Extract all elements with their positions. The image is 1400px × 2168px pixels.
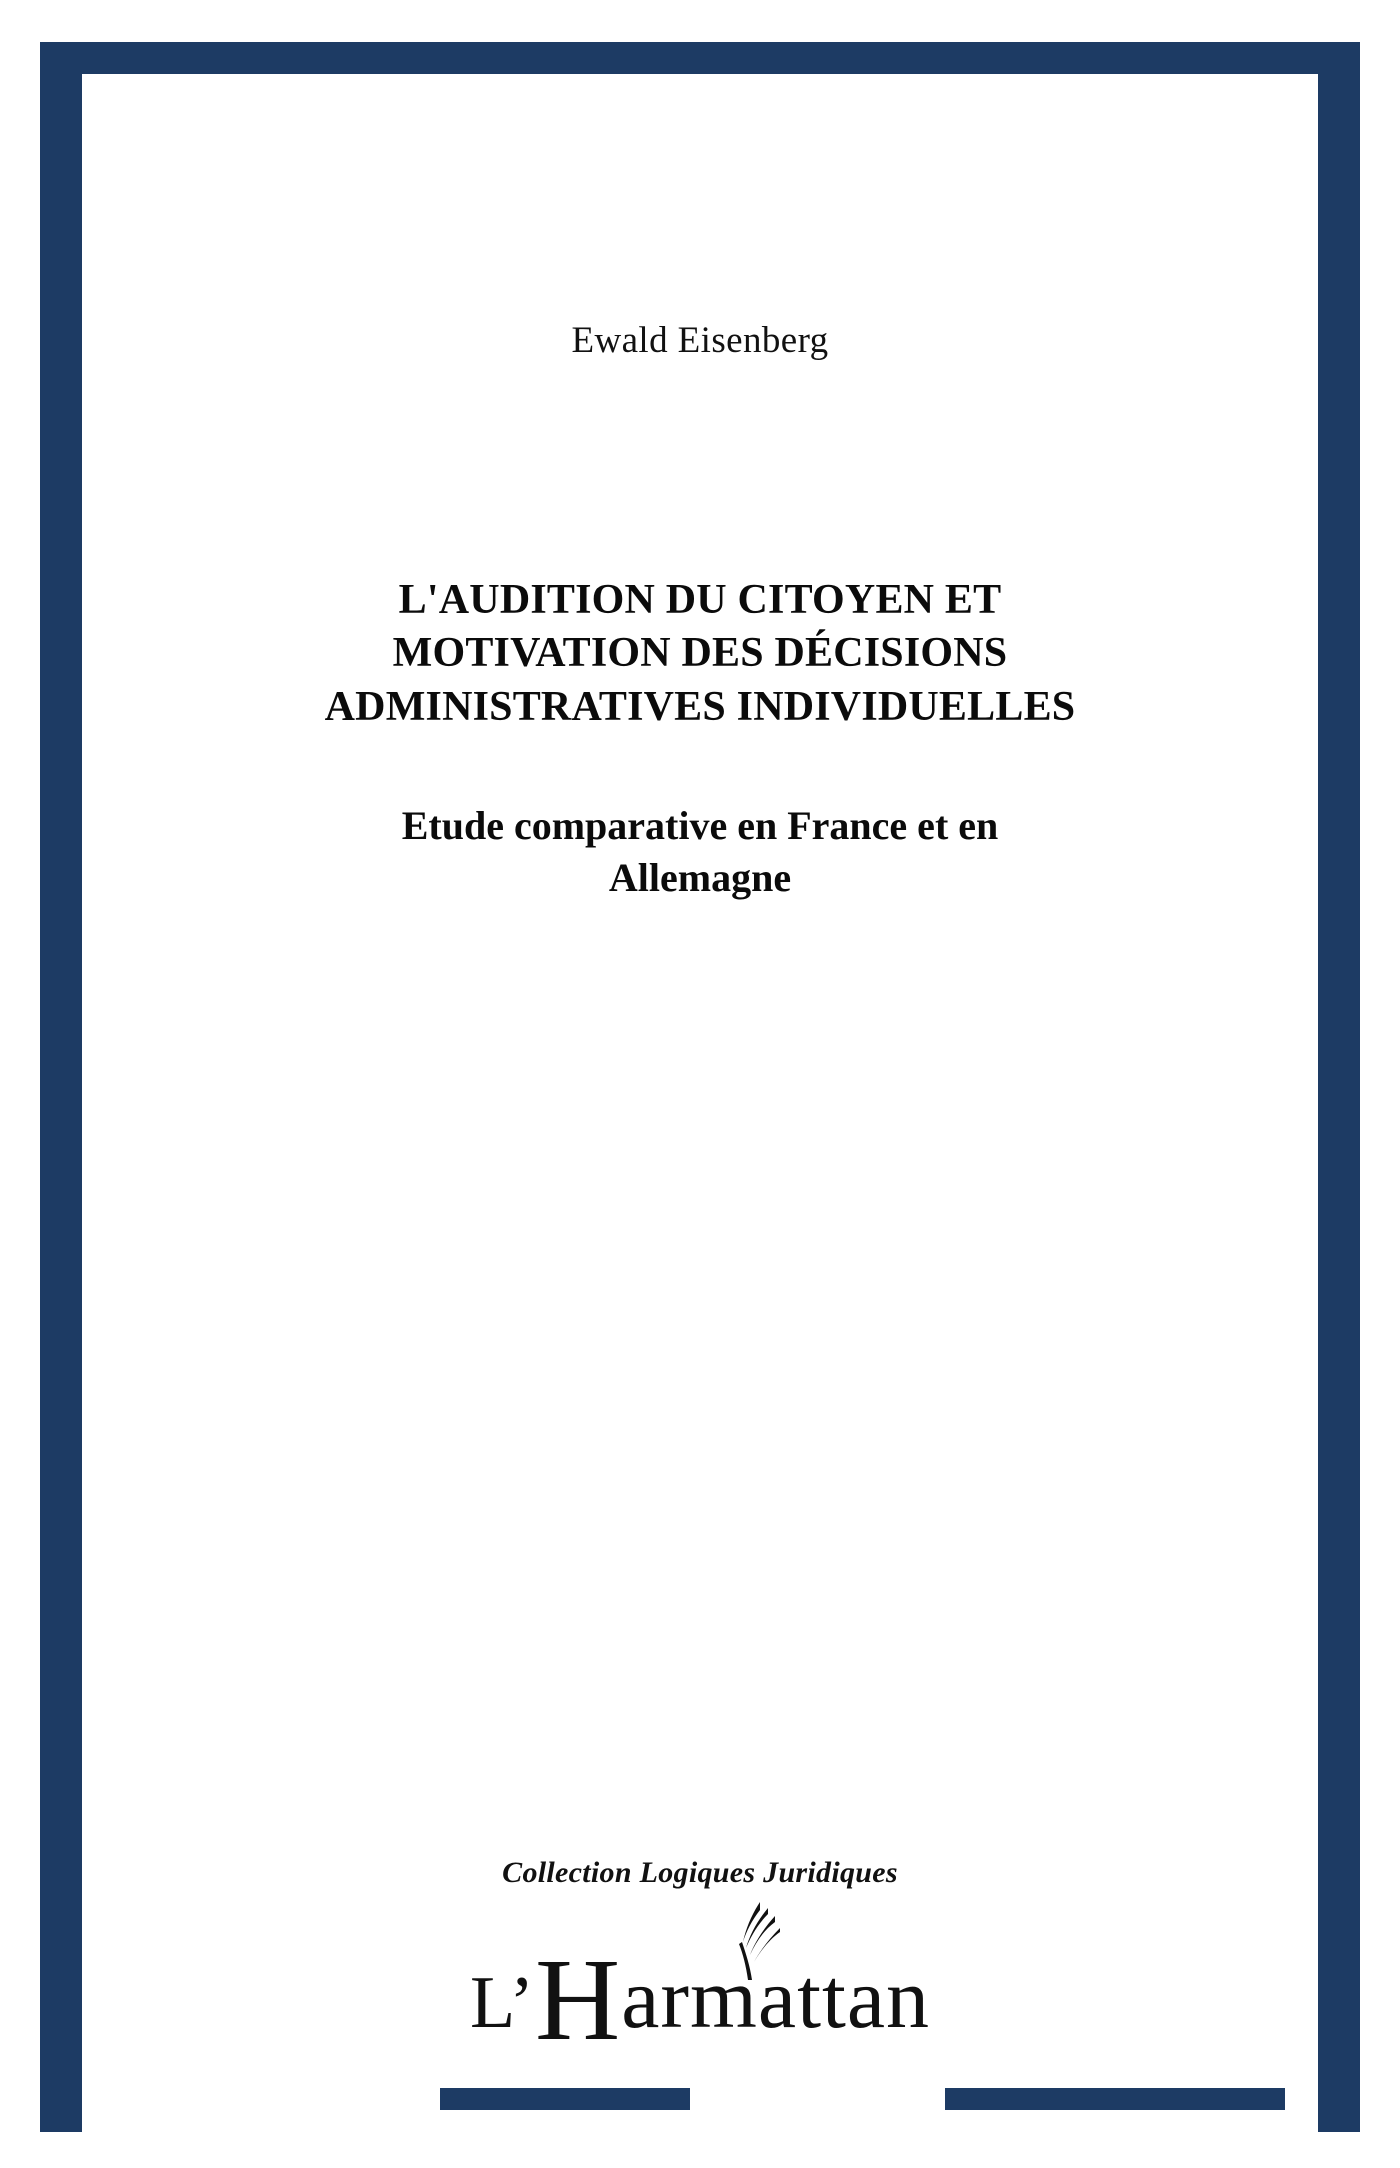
publisher-name [82, 1920, 1318, 2065]
book-title-line-1: L'AUDITION DU CITOYEN ET [398, 577, 1002, 623]
cover-border-frame [40, 42, 1360, 2132]
publisher-rule-left [440, 2088, 690, 2110]
book-subtitle-line-2: Allemagne [608, 854, 792, 900]
collection-name: Collection Logiques Juridiques [502, 1856, 898, 1889]
publisher-logo [82, 1892, 1318, 2065]
publisher-rule-right [945, 2088, 1285, 2110]
book-title-line-3: ADMINISTRATIVES INDIVIDUELLES [324, 683, 1076, 730]
book-subtitle [152, 800, 1248, 904]
publisher-initial: H [535, 1934, 622, 2065]
book-subtitle-line-1: Etude comparative en France et en [401, 802, 999, 848]
book-title [152, 574, 1248, 734]
author-name: Ewald Eisenberg [571, 320, 829, 361]
book-title-line-2: MOTIVATION DES DÉCISIONS [392, 630, 1008, 677]
publisher-prefix: L’ [469, 1962, 535, 2044]
title-block [152, 574, 1248, 904]
cover-content [82, 74, 1318, 2065]
publisher-rest: armattan [621, 1950, 931, 2046]
